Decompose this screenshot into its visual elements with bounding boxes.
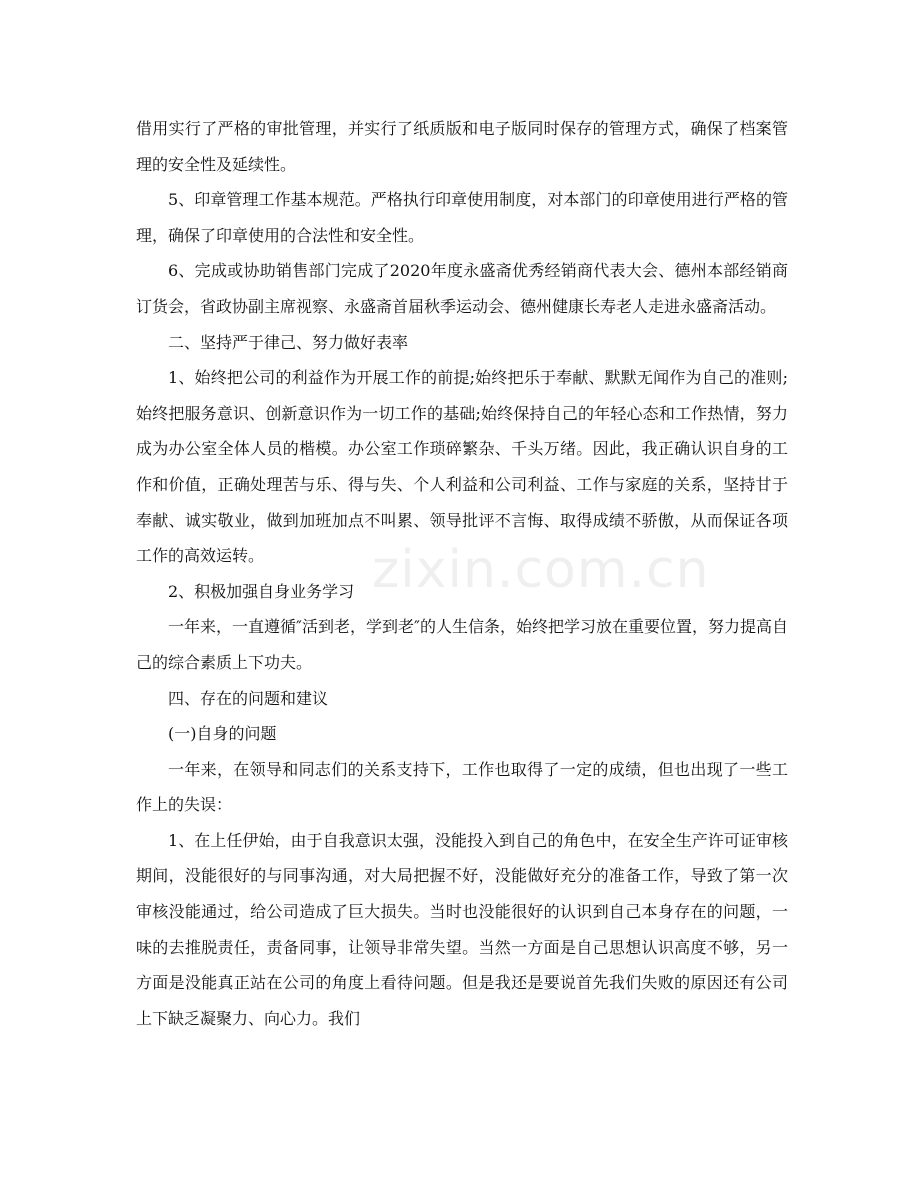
paragraph-sales-assistance: 6、完成或协助销售部门完成了2020年度永盛斋优秀经销商代表大会、德州本部经销商订货会，省政协副主席视察、永盛斋首届秋季运动会、德州健康长寿老人走进永盛斋活动。 bbox=[136, 261, 788, 316]
paragraph-seal-management: 5、印章管理工作基本规范。严格执行印章使用制度，对本部门的印章使用进行严格的管理，确保了印章使用的合法性和安全性。 bbox=[136, 190, 788, 245]
document-body bbox=[136, 111, 788, 1036]
paragraph-achievements-mistakes: 一年来，在领导和同志们的关系支持下，工作也取得了一定的成绩，但也出现了一些工作上的失误： bbox=[136, 759, 788, 815]
subheading-business-learning: 2、积极加强自身业务学习 bbox=[168, 581, 355, 601]
section-heading-problems-suggestions: 四、存在的问题和建议 bbox=[168, 688, 329, 708]
section-heading-self-discipline: 二、坚持严于律己、努力做好表率 bbox=[168, 332, 409, 352]
paragraph-company-interest: 1、始终把公司的利益作为开展工作的前提;始终把乐于奉献、默默无闻作为自己的准则;始终把服务意识、创新意识作为一切工作的基础;始终保持自己的年轻心态和工作热情，努力成为办公室全体人员的楷模。办公室工作琐碎繁杂、千头万绪。因此，我正确认识自身的工作和价值，正确处理苦与乐、得与失、个人利益和公司利益、工作与家庭的关系，坚持甘于奉献、诚实敬业，做到加班加点不叫累、领导批评不言悔、取得成绩不骄傲，从而保证各项工作的高效运转。 bbox=[136, 368, 788, 566]
subheading-own-problems: (一)自身的问题 bbox=[168, 724, 277, 744]
paragraph-first-mistake: 1、在上任伊始，由于自我意识太强，没能投入到自己的角色中，在安全生产许可证审核期间，没能很好的与同事沟通，对大局把握不好，没能做好充分的准备工作，导致了第一次审核没能通过，给公司造成了巨大损失。当时也没能很好的认识到自己本身存在的问题，一味的去推脱责任，责备同事，让领导非常失望。当然一方面是自己思想认识高度不够，另一方面是没能真正站在公司的角度上看待问题。但是我还是要说首先我们失败的原因还有公司上下缺乏凝聚力、向心力。我们 bbox=[136, 830, 788, 1028]
paragraph-learning: 一年来，一直遵循″活到老，学到老″的人生信条，始终把学习放在重要位置，努力提高自己的综合素质上下功夫。 bbox=[136, 617, 788, 672]
paragraph-archive-continuation: 借用实行了严格的审批管理，并实行了纸质版和电子版同时保存的管理方式，确保了档案管理的安全性及延续性。 bbox=[136, 119, 788, 174]
watermark-logo: zixin.com.cn bbox=[372, 540, 710, 600]
